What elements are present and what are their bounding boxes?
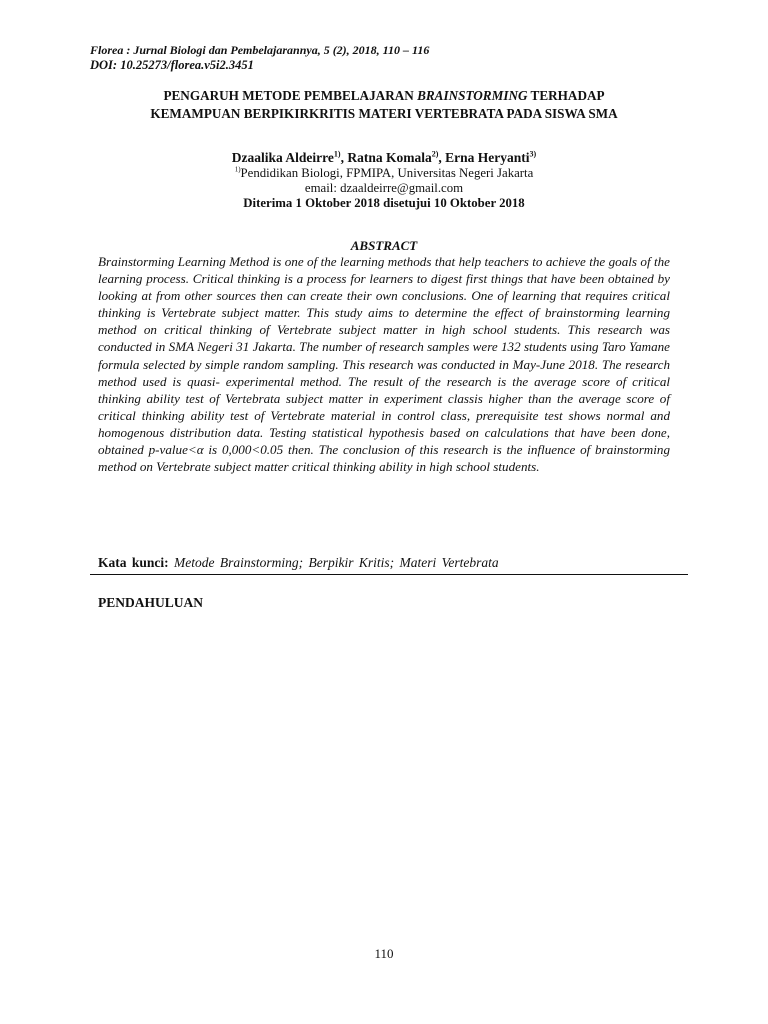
keywords-label: Kata kunci:: [98, 555, 169, 570]
affiliation-text: Pendidikan Biologi, FPMIPA, Universitas Negeri Jakarta: [240, 166, 534, 180]
author-name: Erna Heryanti: [445, 150, 530, 165]
title-part-1: PENGARUH METODE PEMBELAJARAN: [163, 88, 418, 103]
title-italic-term: BRAINSTORMING: [417, 88, 528, 103]
affiliation: [80, 166, 688, 181]
author-affil-mark: 1): [333, 149, 341, 159]
section-heading: PENDAHULUAN: [98, 595, 204, 610]
page-number: 110: [374, 946, 394, 961]
title-line-2: KEMAMPUAN BERPIKIRKRITIS MATERI VERTEBRATA PADA SISWA SMA: [150, 105, 618, 121]
author-affil-mark: 3): [529, 149, 537, 159]
received-accepted-dates: Diterima 1 Oktober 2018 disetujui 10 Oktober 2018: [243, 196, 525, 210]
abstract-body: Brainstorming Learning Method is one of the learning methods that help teachers to achieve the goals of the learning process. Critical thinking is a process for learners to digest first things that have been obtained by looking at from other sources then can create their own conclusions. One of learning that requires critical thinking is Vertebrate subject matter. This study aims to determine the effect of brainstorming learning method on critical thinking of Vertebrate subject matter in high school students. This research was conducted in SMA Negeri 31 Jakarta. The number of research samples were 132 students using Taro Yamane formula selected by simple random sampling. This research was conducted in May-June 2018. The research method used is quasi- experimental method. The result of the research is the average score of critical thinking ability test of Vertebrata subject matter in experiment classis higher than the average score of critical thinking ability test of Vertebrate material in control class, prerequisite test shows normal and homogenous distribution data. Testing statistical hypothesis based on calculations that have been done, obtained p-value<α is 0,000<0.05 then. The conclusion of this research is the influence of brainstorming method on Vertebrate subject matter critical thinking ability in high school students.: [98, 254, 670, 475]
author-email: email: dzaaldeirre@gmail.com: [304, 181, 464, 195]
doi-line: [90, 57, 254, 73]
keywords: [98, 555, 670, 571]
keywords-value: Metode Brainstorming; Berpikir Kritis; Materi Vertebrata: [174, 555, 499, 570]
author-list: [80, 149, 688, 166]
affiliation-mark: 1): [234, 165, 241, 174]
author-name: Ratna Komala: [347, 150, 432, 165]
author-name: Dzaalika Aldeirre: [231, 150, 334, 165]
journal-citation: Florea : Jurnal Biologi dan Pembelajarannya, 5 (2), 2018, 110 – 116: [90, 43, 430, 57]
horizontal-rule: [90, 574, 688, 575]
paper-title: [80, 87, 688, 122]
doi-label: DOI:: [90, 58, 118, 72]
title-line-1: [80, 87, 688, 105]
doi-value: 10.25273/florea.v5i2.3451: [120, 58, 254, 72]
author-separator: ,: [438, 150, 446, 165]
title-part-2: TERHADAP: [527, 88, 605, 103]
author-affil-mark: 2): [431, 149, 439, 159]
abstract-heading: ABSTRACT: [350, 238, 418, 253]
author-separator: ,: [340, 150, 348, 165]
